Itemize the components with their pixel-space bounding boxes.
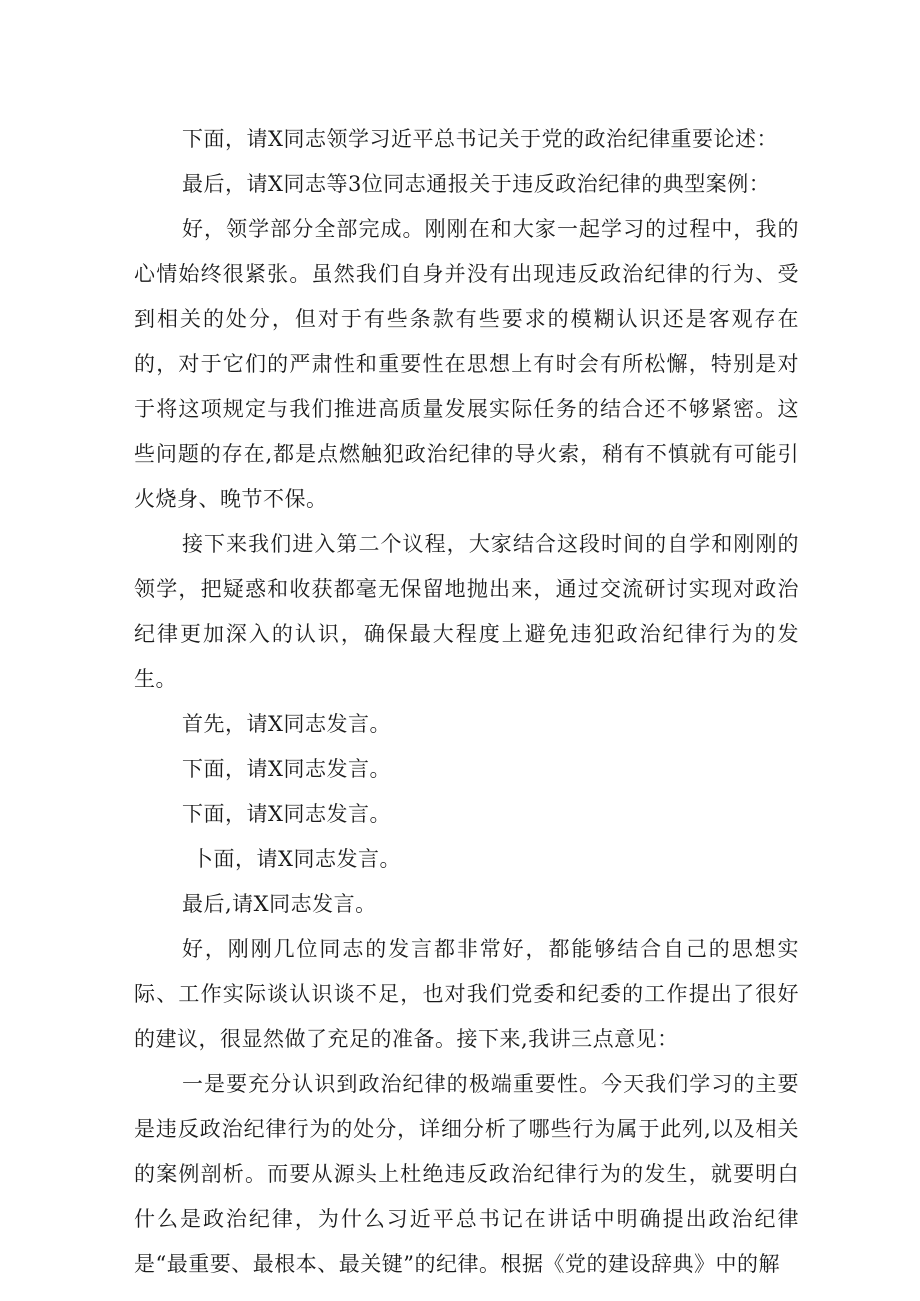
document-body (134, 117, 799, 1287)
paragraph-4: 接下来我们进入第二个议程，大家结合这段时间的自学和刚刚的领学，把疑惑和收获都毫无保留地抛出来，通过交流研讨实现对政治纪律更加深入的认识，确保最大程度上避免违犯政治纪律行为的发生。 (134, 532, 799, 691)
paragraph-7: 下面，请X同志发言。 (182, 802, 391, 826)
paragraph-8: 卜面，请X同志发言。 (192, 847, 401, 871)
paragraph-1: 下面，请X同志领学习近平总书记关于党的政治纪律重要论述： (182, 127, 778, 151)
paragraph-3: 好，领学部分全部完成。刚刚在和大家一起学习的过程中，我的心情始终很紧张。虽然我们自身并没有出现违反政治纪律的行为、受到相关的处分，但对于有些条款有些要求的模糊认识还是客观存在的，对于它们的严肃性和重要性在思想上有时会有所松懈，特别是对于将这项规定与我们推进高质量发展实际任务的结合还不够紧密。这些问题的存在,都是点燃触犯政治纪律的导火索，稍有不慎就有可能引火烧身、晚节不保。 (134, 217, 799, 511)
paragraph-5: 首先，请X同志发言。 (182, 712, 391, 736)
paragraph-2: 最后，请X同志等3位同志通报关于违反政治纪律的典型案例： (182, 172, 771, 196)
paragraph-6: 下面，请X同志发言。 (182, 757, 391, 781)
paragraph-10: 好，刚刚几位同志的发言都非常好，都能够结合自己的思想实际、工作实际谈认识谈不足，也对我们党委和纪委的工作提出了很好的建议，很显然做了充足的准备。接下来,我讲三点意见： (134, 937, 799, 1051)
paragraph-11: 一是要充分认识到政治纪律的极端重要性。今天我们学习的主要是违反政治纪律行为的处分，详细分析了哪些行为属于此列,以及相关的案例剖析。而要从源头上杜绝违反政治纪律行为的发生，就要明白什么是政治纪律，为什么习近平总书记在讲话中明确提出政治纪律是“最重要、最根本、最关键”的纪律。根据《党的建设辞典》中的解 (134, 1072, 799, 1276)
paragraph-9: 最后,请X同志发言。 (182, 892, 377, 916)
